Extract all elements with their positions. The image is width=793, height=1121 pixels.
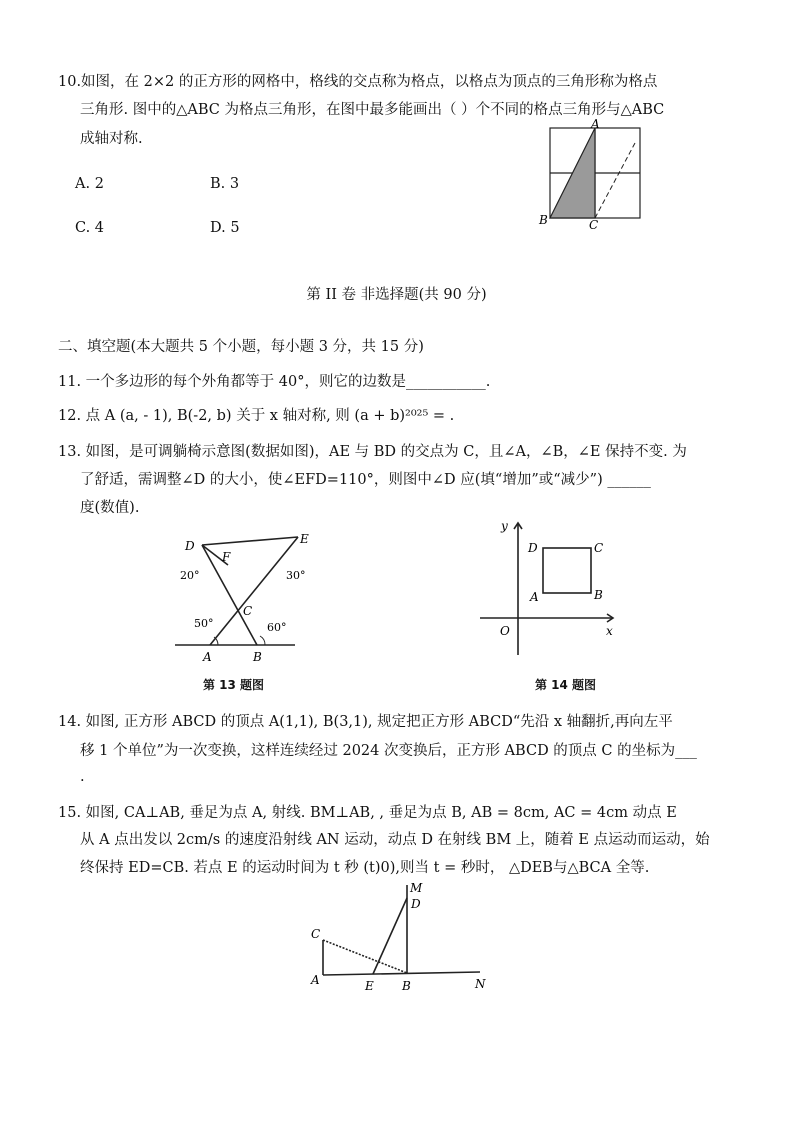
- q10-line3: 成轴对称.: [80, 131, 143, 147]
- label-d: D: [411, 897, 421, 911]
- q10-option-c: C. 4: [75, 220, 105, 236]
- q10-line1: 10.如图，在 2×2 的正方形的网格中，格线的交点称为格点，以格点为顶点的三角形称为格点: [58, 74, 658, 90]
- label-a: A: [203, 650, 212, 664]
- angle-20: 20°: [180, 569, 200, 582]
- q13-caption: 第 13 题图: [203, 678, 265, 692]
- q10-figure: [535, 118, 655, 233]
- label-b: B: [594, 588, 603, 602]
- q10-option-d: D. 5: [210, 220, 240, 236]
- line-de: [202, 537, 298, 545]
- q11: 11. 一个多边形的每个外角都等于 40°，则它的边数是___________.: [58, 374, 491, 390]
- label-c: C: [589, 218, 599, 232]
- label-o: O: [500, 624, 510, 638]
- label-a: A: [530, 590, 539, 604]
- label-f: F: [222, 550, 231, 564]
- label-e: E: [300, 532, 309, 546]
- q15-line1: 15. 如图, CA⊥AB, 垂足为点 A, 射线. BM⊥AB, , 垂足为点 B, AB = 8cm, AC = 4cm 动点 E: [58, 805, 677, 821]
- label-a: A: [311, 973, 320, 987]
- dashed-line: [595, 143, 635, 218]
- q13-line3: 度(数值).: [80, 500, 140, 516]
- label-c: C: [311, 927, 321, 941]
- q15-line3: 终保持 ED=CB. 若点 E 的运动时间为 t 秒 (t)0),则当 t = 秒时， △DEB与△BCA 全等.: [80, 860, 650, 876]
- label-m: M: [410, 881, 423, 895]
- label-x: x: [606, 624, 613, 638]
- angle-50: 50°: [194, 617, 214, 630]
- q14-line1: 14. 如图, 正方形 ABCD 的顶点 A(1,1), B(3,1), 规定把正方形 ABCD“先沿 x 轴翻折,再向左平: [58, 714, 673, 730]
- label-d: D: [185, 539, 195, 553]
- q10-option-b: B. 3: [210, 176, 240, 192]
- q15-figure: [305, 880, 505, 995]
- q14-figure: [478, 515, 628, 665]
- label-b: B: [539, 213, 548, 227]
- q10-line2: 三角形. 图中的△ABC 为格点三角形，在图中最多能画出（ ）个不同的格点三角形与△ABC: [80, 102, 665, 118]
- segment-cb: [323, 940, 407, 973]
- q13-line2: 了舒适，需调整∠D 的大小，使∠EFD=110°，则图中∠D 应(填“增加”或“减少”) ______: [80, 472, 651, 488]
- label-e: E: [365, 979, 374, 993]
- label-c: C: [594, 541, 604, 555]
- angle-60: 60°: [267, 621, 287, 634]
- q14-line2: 移 1 个单位”为一次变换，这样连续经过 2024 次变换后，正方形 ABCD 的顶点 C 的坐标为___: [80, 743, 697, 759]
- q13-figure: [170, 515, 310, 665]
- angle-30: 30°: [286, 569, 306, 582]
- label-c: C: [243, 604, 253, 618]
- q10-option-a: A. 2: [75, 176, 104, 192]
- label-a: A: [591, 117, 600, 131]
- part2-title: 第 II 卷 非选择题(共 90 分): [306, 287, 487, 303]
- label-y: y: [501, 519, 508, 533]
- q14-caption: 第 14 题图: [535, 678, 597, 692]
- label-n: N: [475, 977, 486, 991]
- label-b: B: [253, 650, 262, 664]
- segment-ed: [373, 898, 407, 974]
- q12: 12. 点 A (a, - 1), B(-2, b) 关于 x 轴对称, 则 (a + b)²⁰²⁵ = .: [58, 408, 455, 424]
- square-abcd: [543, 548, 591, 593]
- q14-line3: .: [80, 769, 85, 785]
- q15-line2: 从 A 点出发以 2cm/s 的速度沿射线 AN 运动，动点 D 在射线 BM 上，随着 E 点运动而运动，始: [80, 832, 710, 848]
- label-b: B: [402, 979, 411, 993]
- section2-title: 二、填空题(本大题共 5 个小题，每小题 3 分，共 15 分): [58, 339, 424, 355]
- q13-line1: 13. 如图，是可调躺椅示意图(数据如图)，AE 与 BD 的交点为 C，且∠A，∠B，∠E 保持不变. 为: [58, 444, 687, 460]
- label-d: D: [528, 541, 538, 555]
- ray-an: [323, 972, 480, 975]
